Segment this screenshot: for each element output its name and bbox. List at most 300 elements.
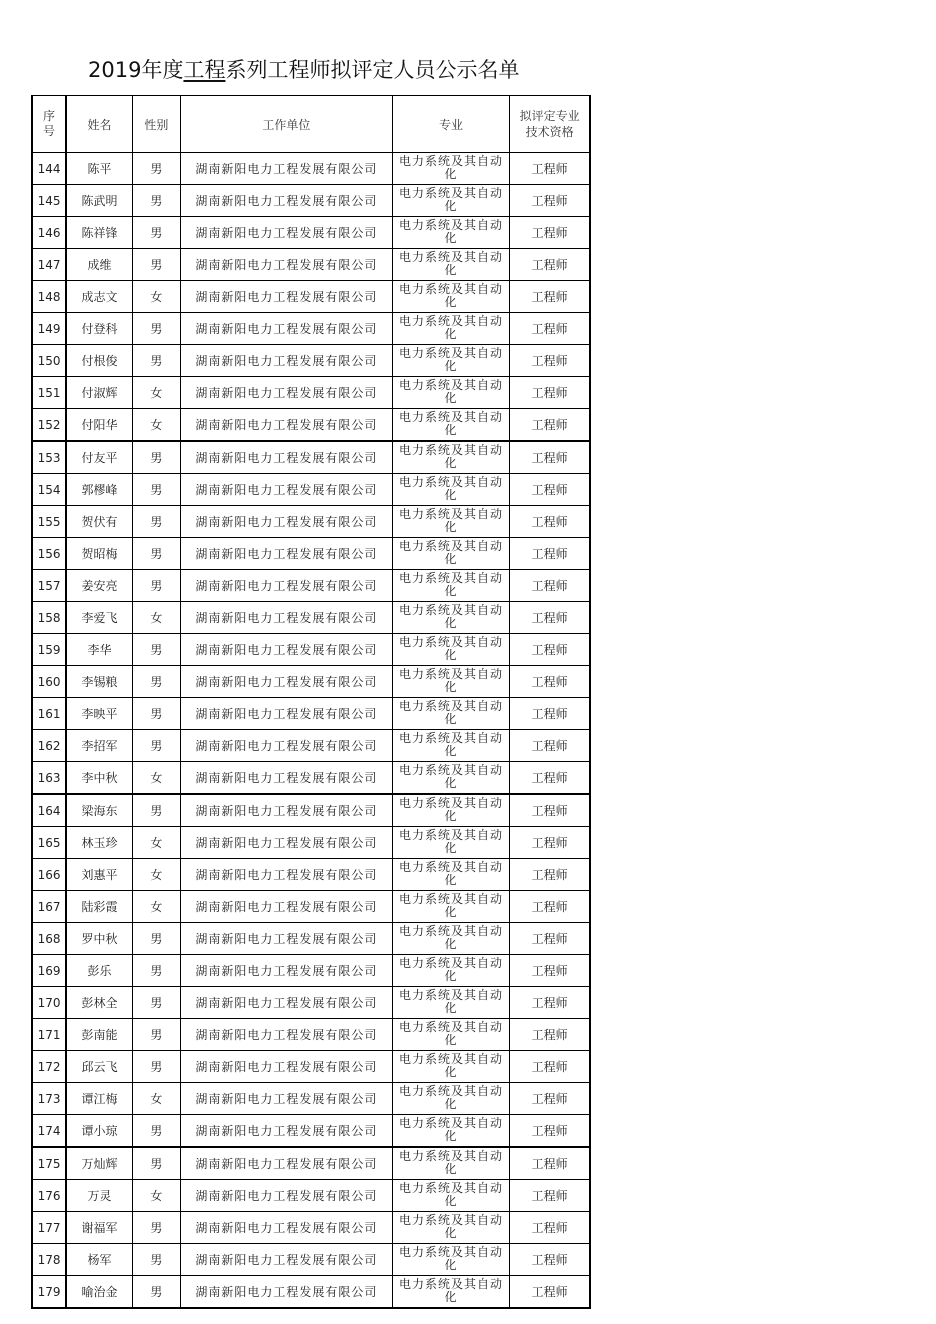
table-row <box>32 827 590 859</box>
cell-sex: 男 <box>132 153 180 185</box>
cell-no: 173 <box>32 1083 66 1115</box>
cell-unit: 湖南新阳电力工程发展有限公司 <box>181 891 393 923</box>
cell-qualification: 工程师 <box>510 1083 590 1115</box>
cell-sex: 女 <box>132 762 180 795</box>
cell-name: 付登科 <box>66 313 132 345</box>
cell-major <box>392 987 509 1019</box>
cell-no: 179 <box>32 1276 66 1309</box>
cell-name: 李映平 <box>66 698 132 730</box>
cell-major <box>392 441 509 474</box>
cell-no: 161 <box>32 698 66 730</box>
cell-sex: 男 <box>132 249 180 281</box>
table-row <box>32 1212 590 1244</box>
header-no-line1: 序 <box>43 109 56 123</box>
header-qualification <box>510 96 590 153</box>
major-line1: 电力系统及其自动 <box>398 892 503 906</box>
major-line1: 电力系统及其自动 <box>398 731 503 745</box>
cell-unit: 湖南新阳电力工程发展有限公司 <box>181 345 393 377</box>
cell-name: 万灿辉 <box>66 1147 132 1180</box>
cell-qualification: 工程师 <box>510 891 590 923</box>
major-line1: 电力系统及其自动 <box>398 763 503 777</box>
cell-no: 167 <box>32 891 66 923</box>
major-line1: 电力系统及其自动 <box>398 346 503 360</box>
cell-unit: 湖南新阳电力工程发展有限公司 <box>181 794 393 827</box>
cell-name: 谭小琼 <box>66 1115 132 1148</box>
major-line2: 化 <box>444 1129 458 1143</box>
cell-sex: 男 <box>132 794 180 827</box>
major-line2: 化 <box>444 680 458 694</box>
major-line2: 化 <box>444 263 458 277</box>
cell-unit: 湖南新阳电力工程发展有限公司 <box>181 923 393 955</box>
cell-sex: 男 <box>132 1019 180 1051</box>
cell-name: 万灵 <box>66 1180 132 1212</box>
cell-major <box>392 313 509 345</box>
table-row <box>32 249 590 281</box>
cell-name: 李爱飞 <box>66 602 132 634</box>
major-line1: 电力系统及其自动 <box>398 988 503 1002</box>
cell-qualification: 工程师 <box>510 1180 590 1212</box>
cell-major <box>392 923 509 955</box>
header-name: 姓名 <box>66 96 132 153</box>
cell-qualification: 工程师 <box>510 1244 590 1276</box>
cell-unit: 湖南新阳电力工程发展有限公司 <box>181 217 393 249</box>
major-line2: 化 <box>444 456 458 470</box>
cell-qualification: 工程师 <box>510 859 590 891</box>
major-line1: 电力系统及其自动 <box>398 507 503 521</box>
cell-qualification: 工程师 <box>510 1276 590 1309</box>
cell-major <box>392 345 509 377</box>
major-line2: 化 <box>444 423 458 437</box>
cell-major <box>392 730 509 762</box>
cell-major <box>392 955 509 987</box>
cell-no: 155 <box>32 506 66 538</box>
cell-qualification: 工程师 <box>510 185 590 217</box>
cell-no: 165 <box>32 827 66 859</box>
cell-no: 163 <box>32 762 66 795</box>
cell-no: 148 <box>32 281 66 313</box>
cell-name: 林玉珍 <box>66 827 132 859</box>
cell-qualification: 工程师 <box>510 474 590 506</box>
major-line1: 电力系统及其自动 <box>398 1181 503 1195</box>
cell-major <box>392 698 509 730</box>
table-row <box>32 441 590 474</box>
cell-major <box>392 1051 509 1083</box>
table-row <box>32 794 590 827</box>
cell-sex: 男 <box>132 313 180 345</box>
cell-no: 151 <box>32 377 66 409</box>
table-row <box>32 1244 590 1276</box>
cell-sex: 男 <box>132 698 180 730</box>
cell-sex: 男 <box>132 955 180 987</box>
cell-sex: 男 <box>132 185 180 217</box>
cell-name: 喻治金 <box>66 1276 132 1309</box>
cell-sex: 女 <box>132 1083 180 1115</box>
table-row <box>32 1276 590 1309</box>
cell-unit: 湖南新阳电力工程发展有限公司 <box>181 730 393 762</box>
cell-unit: 湖南新阳电力工程发展有限公司 <box>181 1051 393 1083</box>
table-row <box>32 474 590 506</box>
cell-qualification: 工程师 <box>510 217 590 249</box>
cell-sex: 男 <box>132 634 180 666</box>
major-line2: 化 <box>444 905 458 919</box>
cell-unit: 湖南新阳电力工程发展有限公司 <box>181 441 393 474</box>
cell-unit: 湖南新阳电力工程发展有限公司 <box>181 1083 393 1115</box>
major-line1: 电力系统及其自动 <box>398 314 503 328</box>
table-row <box>32 634 590 666</box>
title-year: 2019年度 <box>88 58 184 82</box>
cell-no: 160 <box>32 666 66 698</box>
cell-major <box>392 474 509 506</box>
major-line1: 电力系统及其自动 <box>398 603 503 617</box>
cell-name: 罗中秋 <box>66 923 132 955</box>
cell-unit: 湖南新阳电力工程发展有限公司 <box>181 762 393 795</box>
title-underlined: 工程 <box>183 58 226 82</box>
cell-unit: 湖南新阳电力工程发展有限公司 <box>181 859 393 891</box>
cell-major <box>392 666 509 698</box>
cell-qualification: 工程师 <box>510 570 590 602</box>
major-line1: 电力系统及其自动 <box>398 667 503 681</box>
cell-sex: 男 <box>132 474 180 506</box>
cell-unit: 湖南新阳电力工程发展有限公司 <box>181 827 393 859</box>
cell-no: 166 <box>32 859 66 891</box>
cell-name: 付阳华 <box>66 409 132 442</box>
cell-no: 156 <box>32 538 66 570</box>
major-line2: 化 <box>444 937 458 951</box>
cell-qualification: 工程师 <box>510 827 590 859</box>
cell-unit: 湖南新阳电力工程发展有限公司 <box>181 249 393 281</box>
major-line1: 电力系统及其自动 <box>398 635 503 649</box>
table-row <box>32 891 590 923</box>
cell-qualification: 工程师 <box>510 345 590 377</box>
major-line1: 电力系统及其自动 <box>398 410 503 424</box>
cell-sex: 男 <box>132 1276 180 1309</box>
cell-sex: 女 <box>132 827 180 859</box>
cell-unit: 湖南新阳电力工程发展有限公司 <box>181 281 393 313</box>
cell-major <box>392 891 509 923</box>
cell-qualification: 工程师 <box>510 1147 590 1180</box>
major-line1: 电力系统及其自动 <box>398 1052 503 1066</box>
major-line2: 化 <box>444 1194 458 1208</box>
cell-no: 169 <box>32 955 66 987</box>
cell-no: 174 <box>32 1115 66 1148</box>
major-line2: 化 <box>444 809 458 823</box>
cell-name: 陈武明 <box>66 185 132 217</box>
major-line1: 电力系统及其自动 <box>398 1116 503 1130</box>
cell-no: 150 <box>32 345 66 377</box>
table-row <box>32 506 590 538</box>
cell-major <box>392 570 509 602</box>
cell-name: 彭乐 <box>66 955 132 987</box>
cell-qualification: 工程师 <box>510 602 590 634</box>
cell-name: 谢福军 <box>66 1212 132 1244</box>
cell-name: 郭樛峰 <box>66 474 132 506</box>
cell-qualification: 工程师 <box>510 762 590 795</box>
cell-name: 成维 <box>66 249 132 281</box>
cell-name: 姜安亮 <box>66 570 132 602</box>
major-line2: 化 <box>444 231 458 245</box>
cell-unit: 湖南新阳电力工程发展有限公司 <box>181 1147 393 1180</box>
header-unit: 工作单位 <box>181 96 393 153</box>
major-line2: 化 <box>444 712 458 726</box>
major-line1: 电力系统及其自动 <box>398 1084 503 1098</box>
major-line2: 化 <box>444 295 458 309</box>
major-line2: 化 <box>444 616 458 630</box>
header-no-line2: 号 <box>43 124 56 138</box>
cell-sex: 男 <box>132 666 180 698</box>
cell-no: 162 <box>32 730 66 762</box>
major-line2: 化 <box>444 1033 458 1047</box>
cell-no: 178 <box>32 1244 66 1276</box>
cell-sex: 女 <box>132 281 180 313</box>
cell-major <box>392 153 509 185</box>
major-line2: 化 <box>444 969 458 983</box>
cell-unit: 湖南新阳电力工程发展有限公司 <box>181 570 393 602</box>
table-row <box>32 377 590 409</box>
cell-name: 李中秋 <box>66 762 132 795</box>
major-line2: 化 <box>444 1290 458 1304</box>
major-line1: 电力系统及其自动 <box>398 571 503 585</box>
table-row <box>32 762 590 795</box>
major-line1: 电力系统及其自动 <box>398 1245 503 1259</box>
cell-sex: 男 <box>132 441 180 474</box>
major-line2: 化 <box>444 488 458 502</box>
cell-no: 147 <box>32 249 66 281</box>
table-row <box>32 281 590 313</box>
cell-major <box>392 634 509 666</box>
cell-sex: 男 <box>132 730 180 762</box>
cell-sex: 男 <box>132 506 180 538</box>
cell-name: 陈祥锋 <box>66 217 132 249</box>
cell-unit: 湖南新阳电力工程发展有限公司 <box>181 634 393 666</box>
major-line2: 化 <box>444 327 458 341</box>
table-row <box>32 570 590 602</box>
cell-sex: 男 <box>132 1051 180 1083</box>
cell-name: 贺伏有 <box>66 506 132 538</box>
table-row <box>32 730 590 762</box>
major-line2: 化 <box>444 584 458 598</box>
major-line1: 电力系统及其自动 <box>398 1277 503 1291</box>
cell-sex: 男 <box>132 1244 180 1276</box>
cell-major <box>392 538 509 570</box>
major-line2: 化 <box>444 1065 458 1079</box>
major-line2: 化 <box>444 1001 458 1015</box>
cell-qualification: 工程师 <box>510 313 590 345</box>
cell-qualification: 工程师 <box>510 1115 590 1148</box>
cell-major <box>392 827 509 859</box>
cell-unit: 湖南新阳电力工程发展有限公司 <box>181 377 393 409</box>
cell-sex: 男 <box>132 217 180 249</box>
cell-major <box>392 1019 509 1051</box>
table-row <box>32 1147 590 1180</box>
cell-qualification: 工程师 <box>510 987 590 1019</box>
cell-sex: 男 <box>132 1147 180 1180</box>
cell-unit: 湖南新阳电力工程发展有限公司 <box>181 602 393 634</box>
cell-qualification: 工程师 <box>510 506 590 538</box>
cell-qualification: 工程师 <box>510 923 590 955</box>
table-row <box>32 409 590 442</box>
table-row <box>32 1083 590 1115</box>
major-line2: 化 <box>444 520 458 534</box>
major-line1: 电力系统及其自动 <box>398 1149 503 1163</box>
table-header-row <box>32 96 590 153</box>
cell-name: 李锡粮 <box>66 666 132 698</box>
cell-unit: 湖南新阳电力工程发展有限公司 <box>181 1244 393 1276</box>
table-row <box>32 987 590 1019</box>
major-line1: 电力系统及其自动 <box>398 828 503 842</box>
major-line2: 化 <box>444 167 458 181</box>
roster-table <box>31 95 591 1309</box>
major-line1: 电力系统及其自动 <box>398 860 503 874</box>
cell-no: 170 <box>32 987 66 1019</box>
cell-qualification: 工程师 <box>510 153 590 185</box>
page-title <box>88 54 519 84</box>
cell-name: 梁海东 <box>66 794 132 827</box>
cell-name: 杨军 <box>66 1244 132 1276</box>
cell-name: 谭江梅 <box>66 1083 132 1115</box>
cell-sex: 女 <box>132 602 180 634</box>
cell-major <box>392 1115 509 1148</box>
cell-no: 172 <box>32 1051 66 1083</box>
major-line1: 电力系统及其自动 <box>398 956 503 970</box>
cell-unit: 湖南新阳电力工程发展有限公司 <box>181 538 393 570</box>
cell-unit: 湖南新阳电力工程发展有限公司 <box>181 955 393 987</box>
cell-qualification: 工程师 <box>510 955 590 987</box>
cell-major <box>392 1244 509 1276</box>
table-row <box>32 153 590 185</box>
cell-name: 李招军 <box>66 730 132 762</box>
cell-major <box>392 185 509 217</box>
cell-qualification: 工程师 <box>510 1019 590 1051</box>
cell-qualification: 工程师 <box>510 538 590 570</box>
cell-no: 152 <box>32 409 66 442</box>
cell-no: 146 <box>32 217 66 249</box>
cell-major <box>392 1147 509 1180</box>
cell-qualification: 工程师 <box>510 698 590 730</box>
cell-no: 144 <box>32 153 66 185</box>
cell-name: 付淑辉 <box>66 377 132 409</box>
cell-major <box>392 1276 509 1309</box>
cell-name: 成志文 <box>66 281 132 313</box>
cell-name: 刘惠平 <box>66 859 132 891</box>
table-row <box>32 666 590 698</box>
cell-name: 彭林全 <box>66 987 132 1019</box>
cell-major <box>392 249 509 281</box>
cell-name: 陈平 <box>66 153 132 185</box>
table-row <box>32 602 590 634</box>
cell-unit: 湖南新阳电力工程发展有限公司 <box>181 313 393 345</box>
cell-unit: 湖南新阳电力工程发展有限公司 <box>181 1212 393 1244</box>
major-line2: 化 <box>444 1162 458 1176</box>
table-row <box>32 217 590 249</box>
cell-qualification: 工程师 <box>510 281 590 313</box>
table-row <box>32 345 590 377</box>
cell-name: 付友平 <box>66 441 132 474</box>
header-qual-line2: 技术资格 <box>525 125 574 139</box>
table-row <box>32 313 590 345</box>
cell-name: 贺昭梅 <box>66 538 132 570</box>
major-line2: 化 <box>444 552 458 566</box>
cell-unit: 湖南新阳电力工程发展有限公司 <box>181 987 393 1019</box>
table-row <box>32 1180 590 1212</box>
cell-qualification: 工程师 <box>510 1051 590 1083</box>
cell-major <box>392 602 509 634</box>
cell-unit: 湖南新阳电力工程发展有限公司 <box>181 666 393 698</box>
cell-unit: 湖南新阳电力工程发展有限公司 <box>181 1019 393 1051</box>
major-line1: 电力系统及其自动 <box>398 924 503 938</box>
major-line2: 化 <box>444 776 458 790</box>
cell-no: 153 <box>32 441 66 474</box>
cell-sex: 男 <box>132 1115 180 1148</box>
cell-no: 154 <box>32 474 66 506</box>
major-line1: 电力系统及其自动 <box>398 475 503 489</box>
cell-major <box>392 794 509 827</box>
table-row <box>32 1019 590 1051</box>
major-line1: 电力系统及其自动 <box>398 539 503 553</box>
major-line2: 化 <box>444 359 458 373</box>
major-line1: 电力系统及其自动 <box>398 1213 503 1227</box>
cell-qualification: 工程师 <box>510 1212 590 1244</box>
table-row <box>32 1115 590 1148</box>
table-row <box>32 185 590 217</box>
cell-no: 159 <box>32 634 66 666</box>
cell-major <box>392 281 509 313</box>
cell-sex: 男 <box>132 570 180 602</box>
cell-no: 157 <box>32 570 66 602</box>
cell-no: 168 <box>32 923 66 955</box>
major-line1: 电力系统及其自动 <box>398 1020 503 1034</box>
header-no <box>32 96 66 153</box>
major-line2: 化 <box>444 391 458 405</box>
cell-no: 175 <box>32 1147 66 1180</box>
cell-no: 171 <box>32 1019 66 1051</box>
table-row <box>32 955 590 987</box>
cell-unit: 湖南新阳电力工程发展有限公司 <box>181 1180 393 1212</box>
cell-qualification: 工程师 <box>510 794 590 827</box>
cell-sex: 女 <box>132 409 180 442</box>
major-line2: 化 <box>444 873 458 887</box>
major-line1: 电力系统及其自动 <box>398 796 503 810</box>
header-major: 专业 <box>392 96 509 153</box>
table-row <box>32 1051 590 1083</box>
cell-name: 邱云飞 <box>66 1051 132 1083</box>
cell-unit: 湖南新阳电力工程发展有限公司 <box>181 698 393 730</box>
cell-sex: 男 <box>132 538 180 570</box>
cell-unit: 湖南新阳电力工程发展有限公司 <box>181 474 393 506</box>
major-line2: 化 <box>444 1097 458 1111</box>
cell-qualification: 工程师 <box>510 730 590 762</box>
cell-major <box>392 1083 509 1115</box>
major-line1: 电力系统及其自动 <box>398 250 503 264</box>
table-row <box>32 538 590 570</box>
major-line2: 化 <box>444 1258 458 1272</box>
cell-sex: 男 <box>132 1212 180 1244</box>
cell-major <box>392 409 509 442</box>
header-sex: 性别 <box>132 96 180 153</box>
cell-major <box>392 506 509 538</box>
table-row <box>32 923 590 955</box>
cell-sex: 女 <box>132 377 180 409</box>
major-line2: 化 <box>444 841 458 855</box>
cell-qualification: 工程师 <box>510 441 590 474</box>
cell-unit: 湖南新阳电力工程发展有限公司 <box>181 409 393 442</box>
major-line2: 化 <box>444 648 458 662</box>
cell-name: 彭南能 <box>66 1019 132 1051</box>
cell-sex: 女 <box>132 859 180 891</box>
major-line1: 电力系统及其自动 <box>398 443 503 457</box>
major-line1: 电力系统及其自动 <box>398 282 503 296</box>
cell-major <box>392 762 509 795</box>
cell-sex: 男 <box>132 987 180 1019</box>
